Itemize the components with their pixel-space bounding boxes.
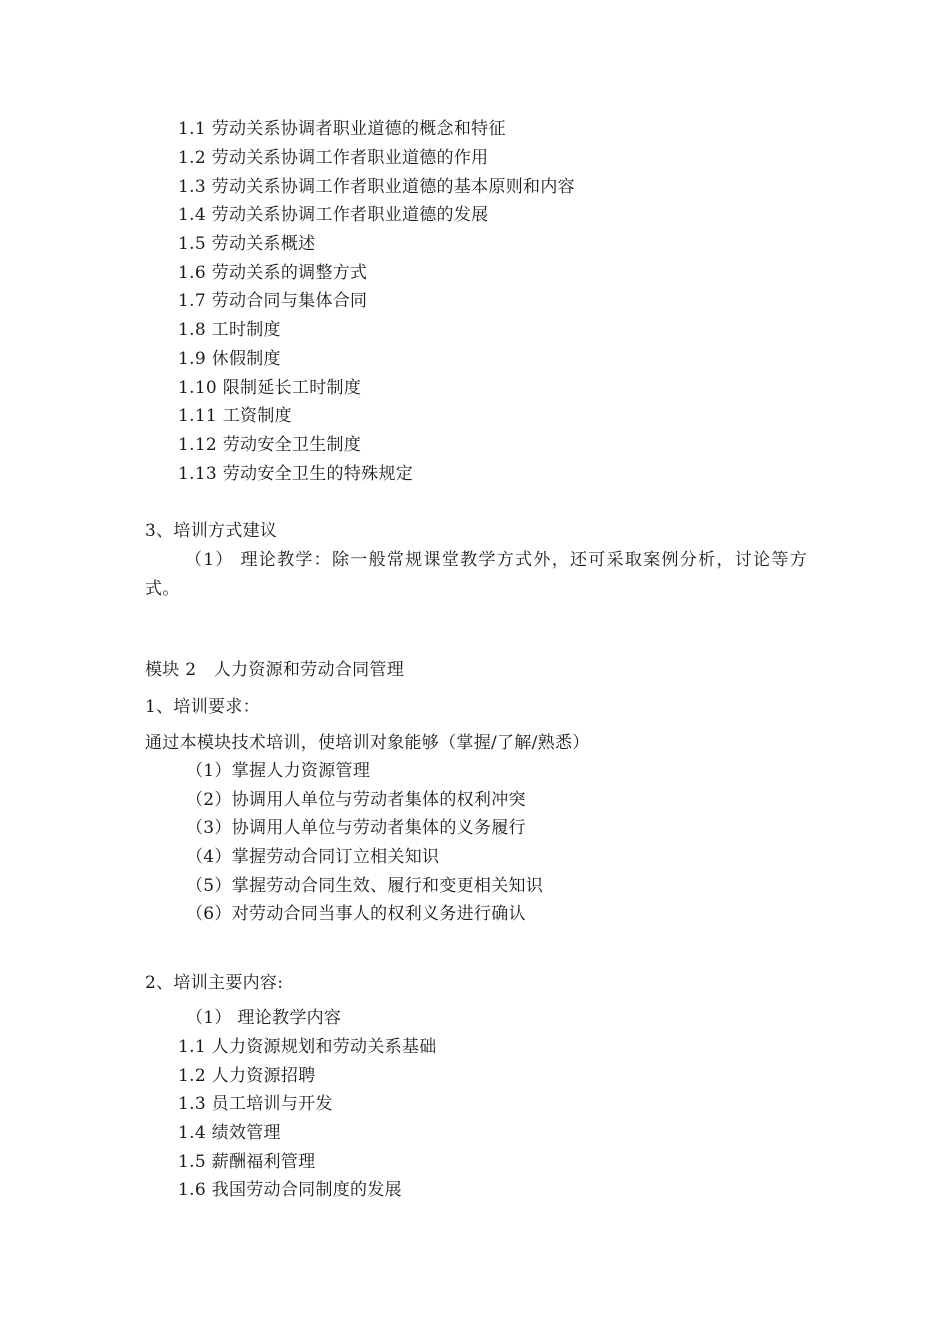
list-item: 1.6 劳动关系的调整方式 [178, 263, 368, 283]
list-item: 1.5 劳动关系概述 [178, 234, 316, 254]
list-item: 1.4 绩效管理 [178, 1123, 281, 1143]
list-item: 1.9 休假制度 [178, 349, 281, 369]
module-title: 模块 2 人力资源和劳动合同管理 [145, 660, 405, 680]
list-item: （5）掌握劳动合同生效、履行和变更相关知识 [186, 876, 544, 896]
list-item: 1.7 劳动合同与集体合同 [178, 291, 368, 311]
list-item: （6）对劳动合同当事人的权利义务进行确认 [186, 904, 526, 924]
list-item: （4）掌握劳动合同订立相关知识 [186, 847, 440, 867]
list-item: 1.2 劳动关系协调工作者职业道德的作用 [178, 148, 489, 168]
section-heading: 3、培训方式建议 [145, 521, 278, 541]
list-item: （2）协调用人单位与劳动者集体的权利冲突 [186, 790, 526, 810]
paragraph: 通过本模块技术培训，使培训对象能够（掌握/了解/熟悉） [145, 733, 590, 753]
list-item: （3）协调用人单位与劳动者集体的义务履行 [186, 818, 526, 838]
list-item: 1.4 劳动关系协调工作者职业道德的发展 [178, 205, 489, 225]
list-item: 1.6 我国劳动合同制度的发展 [178, 1180, 402, 1200]
list-item: （1）掌握人力资源管理 [186, 761, 371, 781]
list-item: 1.11 工资制度 [178, 406, 292, 426]
list-item: 1.12 劳动安全卫生制度 [178, 435, 362, 455]
list-item: 1.8 工时制度 [178, 320, 281, 340]
list-item: 1.1 人力资源规划和劳动关系基础 [178, 1037, 437, 1057]
list-item: 1.13 劳动安全卫生的特殊规定 [178, 464, 414, 484]
list-item: 1.5 薪酬福利管理 [178, 1152, 316, 1172]
section-heading: 1、培训要求： [145, 697, 260, 717]
subheading: （1） 理论教学内容 [186, 1008, 342, 1028]
list-item: 1.1 劳动关系协调者职业道德的概念和特征 [178, 119, 506, 139]
section-heading: 2、培训主要内容: [145, 973, 284, 993]
list-item: 1.10 限制延长工时制度 [178, 378, 362, 398]
paragraph: （1） 理论教学：除一般常规课堂教学方式外，还可采取案例分析，讨论等方式。 [145, 550, 807, 599]
list-item: 1.3 劳动关系协调工作者职业道德的基本原则和内容 [178, 177, 575, 197]
list-item: 1.2 人力资源招聘 [178, 1066, 316, 1086]
list-item: 1.3 员工培训与开发 [178, 1094, 333, 1114]
